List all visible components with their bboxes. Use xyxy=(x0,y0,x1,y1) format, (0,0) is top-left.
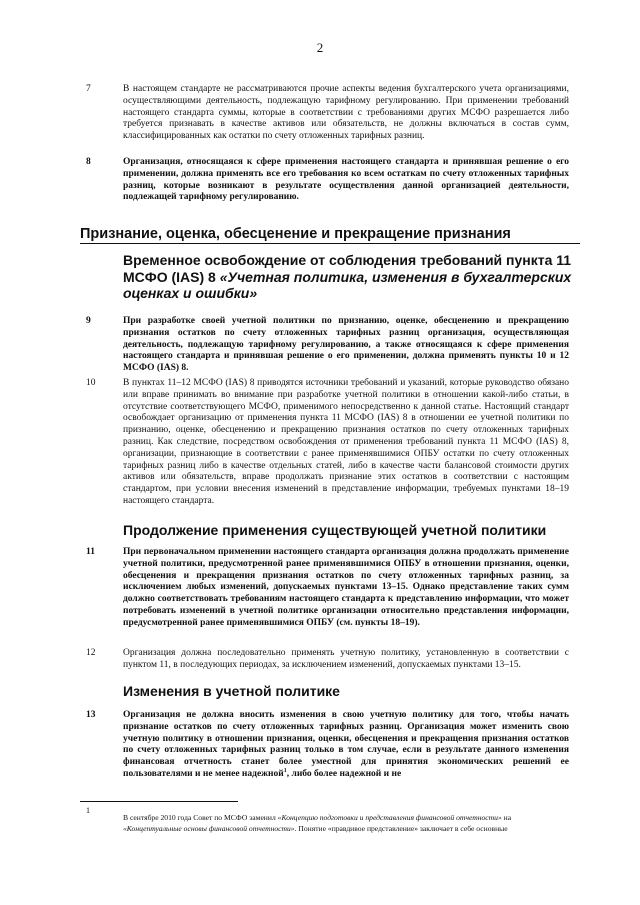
subheading-plain: Временное освобождение от соблюдения требований пункта 11 МСФО (IAS) 8 xyxy=(123,252,572,285)
paragraph-text: Организация, относящаяся к сфере применения настоящего стандарта и принявшая решение о его применении, должна применять все его требования ко всем остаткам по счету отложенных тарифных разниц, которые возникают в результате осуществления данной организацией деятельности, подлежащей тарифному регулированию. xyxy=(123,157,569,203)
footnote-number: 1 xyxy=(86,806,90,815)
subheading-temporary-exemption xyxy=(123,252,573,302)
paragraph-text-part: , либо более надежной и не xyxy=(286,768,402,779)
paragraph-text: При разработке своей учетной политики по признанию, оценке, обесценению и прекращению признания остатков по счету отложенных тарифных разниц организация, осуществляющая деятельность, подлежащую тарифному регулированию, а также относящаяся к сфере применения настоящего стандарта и принявшая решение о его применении, должна применять пункты 10 и 12 МСФО (IAS) 8. xyxy=(123,316,569,374)
paragraph-number: 8 xyxy=(86,157,91,167)
paragraph-text: При первоначальном применении настоящего стандарта организация должна продолжать применение учетной политики, предусмотренной ранее применявшимися ОПБУ в отношении признания, оценки, обесценения и прекращения признания остатков по счету отложенных тарифных разниц, за исключением любых изменений, допускаемых пунктами 13–15. Однако представление таких сумм должно соответствовать требованиям настоящего стандарта к представлению информации, что может потребовать изменений в учетной политике организации относительно представления информации, предусмотренной ранее применявшимися ОПБУ (см. пункты 18–19). xyxy=(123,547,569,628)
footnote-part: . Понятие «правдивое представление» заключает в себе основные xyxy=(294,824,508,833)
paragraph-number: 13 xyxy=(86,710,96,720)
paragraph-number: 12 xyxy=(86,648,96,658)
footnote-italic: «Концептуальные основы финансовой отчетности» xyxy=(123,824,295,833)
section-heading: Признание, оценка, обесценение и прекращение признания xyxy=(80,226,580,244)
footnote-italic: «Концепцию подготовки и представления финансовой отчетности» xyxy=(277,813,502,822)
footnote-part: В сентябре 2010 года Совет по МСФО заменил xyxy=(123,813,278,822)
paragraph-text xyxy=(123,710,569,781)
paragraph-text: В настоящем стандарте не рассматриваются прочие аспекты ведения бухгалтерского учета организациями, осуществляющими деятельность, подлежащую тарифному регулированию. При применении требований настоящего стандарта суммы, которые в соответствии с требованиями других МСФО разрешается либо требуется признавать в качестве активов или обязательств, не должны включаться в состав сумм, классифицированных как остатки по счету отложенных тарифных разниц. xyxy=(123,84,569,142)
footnote-text xyxy=(123,812,569,834)
footnote-reference[interactable]: 1 xyxy=(283,767,287,774)
subheading-continuing-policy: Продолжение применения существующей учетной политики xyxy=(123,522,547,538)
paragraph-number: 10 xyxy=(86,378,96,388)
footnote-part: на xyxy=(501,813,512,822)
paragraph-number: 11 xyxy=(86,547,95,557)
paragraph-text: В пунктах 11–12 МСФО (IAS) 8 приводятся источники требований и указаний, которые руководство обязано или вправе принимать во внимание при разработке учетной политики в отношении какой-либо статьи, в отсутствие соответствующего МСФО, применимого непосредственно к данной статье. Настоящий стандарт освобождает организацию от применения пункта 11 МСФО (IAS) 8 в отношении ее учетной политики по признанию, оценке, обесценению и прекращению признания остатков по счету отложенных тарифных разниц. Как следствие, посредством освобождения от применения требований пункта 11 МСФО (IAS) 8, организации, признающие в соответствии с ранее применявшимися ОПБУ остатки по счету отложенных тарифных разниц либо в качестве отдельных статей, либо в качестве части балансовой стоимости других активов или обязательств, вправе продолжать признание этих остатков в соответствии с настоящим стандартом, при условии внесения изменений в представление информации, требуемых пунктами 18–19 настоящего стандарта. xyxy=(123,378,569,506)
paragraph-text: Организация должна последовательно применять учетную политику, установленную в соответствии с пунктом 11, в последующих периодах, за исключением изменений, допускаемых пунктами 13–15. xyxy=(123,648,569,670)
footnote-divider xyxy=(80,801,238,802)
paragraph-number: 9 xyxy=(86,316,91,326)
paragraph-text-part: Организация не должна вносить изменения в свою учетную политику для того, чтобы начать признание остатков по счету отложенных тарифных разниц. Организация может изменить свою учетную политику в отношении признания, оценки, обесценения и прекращения признания остатков по счету отложенных тарифных разниц только в том случае, если в результате данного изменения финансовая отчетность станет более уместной для принятия экономических решений ее пользователями и не менее надежной xyxy=(123,710,569,779)
subheading-policy-changes: Изменения в учетной политике xyxy=(123,683,340,699)
paragraph-number: 7 xyxy=(86,84,91,94)
page-number: 2 xyxy=(316,40,324,55)
subheading-italic: «Учетная политика, изменения в бухгалтерских оценках и ошибки» xyxy=(123,268,572,301)
